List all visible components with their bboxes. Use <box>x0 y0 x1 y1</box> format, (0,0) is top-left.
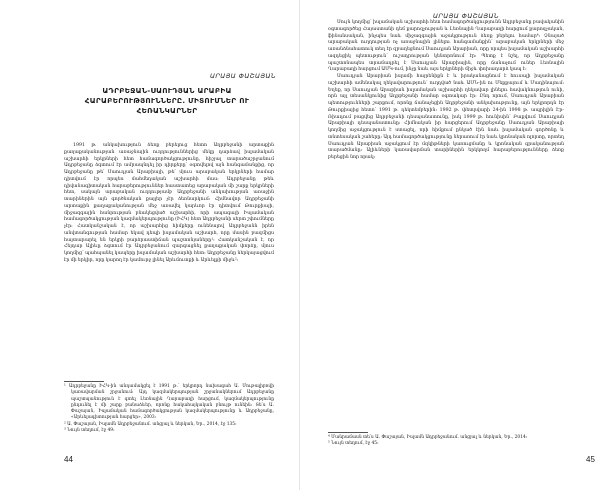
footnote-separator <box>64 381 104 382</box>
page-number: 45 <box>586 455 595 464</box>
body-text <box>328 20 564 162</box>
footnote: ³ Նույն տեղում, էջ 49։ <box>64 428 115 434</box>
chapter-title-line: ՀԵՌԱՆԿԱՐՆԵՐ <box>136 106 198 115</box>
footnote: ¹ Ադրբեջանը ԻՀԿ-ին անդամակցել է 1991 թ.՝ երկրորդ նախագահ Ա. Մութալիբովի կառավարման շրջանում։ Այդ կազմակերպության շրջանակներում Ադրբեջանը պաշտպանություն է գտել Լեռնային Ղարաբաղի հարցում, կազմակերպությունը ընդունել է մի շարք բանաձևեր, որոնք հակահայկական բնույթ ունեին։ Տե՛ս Ա. Փաշայան, Իսլամական համագործակցության կազմակերպությունը և Ադրբեջանը, «Արևելագիտության հարցեր», 2003։ <box>64 384 274 421</box>
right-page <box>300 0 600 490</box>
body-paragraph: Սույն կողմից՝ իսլամական աշխարհի հետ համագործակցությունն Ադրբեջանը բավականին օգտագործեց Հայաստանի դեմ քարոզչության և Լեռնային Ղարաբաղի հարցում քարոզչական, ֆինանսական, ինչպես նաև միջազգային աջակցություն ձեռք բերելու համար⁴։ Չնայած արաբական ուղղության ոչ առաջնային լինելու հանգամանքին՝ արաբական երկրների մեջ առանձնահատուկ տեղ էր զբաղեցնում Սաուդյան Արաբիան, որը որպես իսլամական աշխարհի ազդեցիկ պետություն՝ ուշադրության կենտրոնում էր։ Պետք է նշել, որ Ադրբեջանը պաշտոնապես տրամադրել է Սաուդյան Արաբիային, որը ճանաչում ուներ Լեռնային Ղարաբաղի հարցում ԱՄԿ-ում, ինչը նաև այս երկրների միջև փոխադարձ կապ է։ <box>328 20 564 73</box>
running-head-author: ԱՐԱՅԱ ՓԱՇԱՅԱՆ <box>210 72 277 80</box>
footnote-separator <box>328 432 368 433</box>
page-number: 44 <box>64 455 73 464</box>
chapter-title-line: ՀԱՐԱԲԵՐՈՒԹՅՈՒՆՆԵՐԸ. ՄԻՏՈՒՄՆԵՐ ՈՒ <box>84 96 250 105</box>
footnote: ⁵ Նույն տեղում, էջ 45։ <box>328 441 379 447</box>
footnote: ² Ա. Փաշայան, Իսլամն Ադրբեջանում. անցյալ և ներկան, Եր., 2014, էջ 135։ <box>64 421 237 427</box>
chapter-title-line: ԱԴՐԲԵՋԱՆ-ՍԱՈՒԴՅԱՆ ԱՐԱԲԻԱ <box>102 86 232 95</box>
footnotes <box>328 435 564 448</box>
running-head-author: ԱՐԱՅԱ ՓԱՇԱՅԱՆ <box>433 12 500 20</box>
body-paragraph: Սաուդյան Արաբիան իսլամի հայրենիքն է և իրականացնում է հուսալի իսլամական աշխարհի ամենակալ ղեկավարություն՝ ուղղված նաև ԱՄՆ-ին ու Մեքքայում և Մադինայում։ Եղեք, որ Սաուդյան Արաբիան իսլամական աշխարհի ղեկավար լինելու հավակնություն ունի, որն այլ տեսանկյունից Ադրբեջանի համար օգտակար էր։ Ընդ որում, Սաուդյան Արաբիան պետությունների շարքում, որոնք ճանաչեցին Ադրբեջանի անկախությունը, այն երկրորդն էր Թուրքիայից հետո՝ 1991 թ. դեկտեմբերին։ 1992 թ. փետրվարի 24-ին 1998 թ. ապրիլին Էր-Ռիադում բացվեց Ադրբեջանի դեսպանատունը, իսկ 1999 թ. հունիսին՝ Բաքվում Սաուդյան Արաբիայի դեսպանատունը։ Հիմնական իր հարցերում Ադրբեջանը Սաուդյան Արաբիայի կողմից աջակցություն է ստացել, որի հիմքում ընկած էին նաև իսլամական գործոնը և տնտեսական շահերը։ Այդ համագործակցությունը ներառում էր նաև կրոնական ոլորտը, որտեղ Սաուդյան Արաբիան աջակցում էր մզկիթների կառուցմանը և կրոնական գրականության տարածմանը։ Ալիևների կառավարման տարիներին երկկողմ հարաբերությունները ձեռք բերեցին նոր որակ։ <box>328 74 564 160</box>
footnote: ⁴ Մանրամասն տե՛ս Ա. Փաշայան, Իսլամն Ադրբեջանում. անցյալ և ներկան, Եր., 2014։ <box>328 435 528 440</box>
body-paragraph: 1991 թ. անկախություն ձեռք բերելուց հետո Ադրբեջանի արտաքին քաղաքականության առաջնային ուղղություններից մեկը դարձավ իսլամական աշխարհի երկրների հետ համագործակցությունը, հիշյալ տարածաշրջանում Ադրբեջանը ձգտում էր ամրապնդել իր դիրքերը՝ օգտվելով այն հանգամանքից, որ Ադրբեջանը թե՛ Սաուդյան Արաբիայի, թե՛ մյուս արաբական երկրների համար դիտվում էր որպես մահմեդական աշխարհի մաս։ Ադրբեջանը թեև դիվանագիտական հարաբերություններ հաստատեց արաբական մի շարք երկրների հետ, սակայն արաբական ուղղությամբ Ադրբեջանի անկախության առաջին տարիներին այն գործնական քայլեր չէր ձեռնարկում։ Հիմնավոր Ադրբեջանի արտաքին քաղաքականության մեջ առավել կարևոր էր դիտվում Թուրքիայի, միջազգային հանրության բնակեցված աշխարհի, որի ապագայի Իսլամական համագործակցության կազմակերպությունը (ԻՀԿ) հետ Ադրբեջանի սերտ շփումները չէր։ Հատկանշական է, որ աշխարհից հիմքերը ունենալով Ադրբեջանն իրեն անվտանգության համար եկավ դեպի իսլամական աշխարհ, որը մասին բազմիցս հայտարարել են երկրի բարձրաստիճան պաշտոնյաները¹։ Հատկանշական է, որ Հեյդար Ալիևը ձգտում էր Ադրբեջանում զարգացնել քաղաքական փորձը, մյուս կողմից՝ պահպանել կապերը իսլամական աշխարհի հետ։ Ադրբեջանը ներկայացվում էր մի երկիր, որը կարող էր կամուրջ լինել Արևմուտքի և Արևելքի միջև²։ <box>64 143 274 263</box>
footnotes <box>64 384 274 434</box>
chapter-title <box>82 86 252 116</box>
